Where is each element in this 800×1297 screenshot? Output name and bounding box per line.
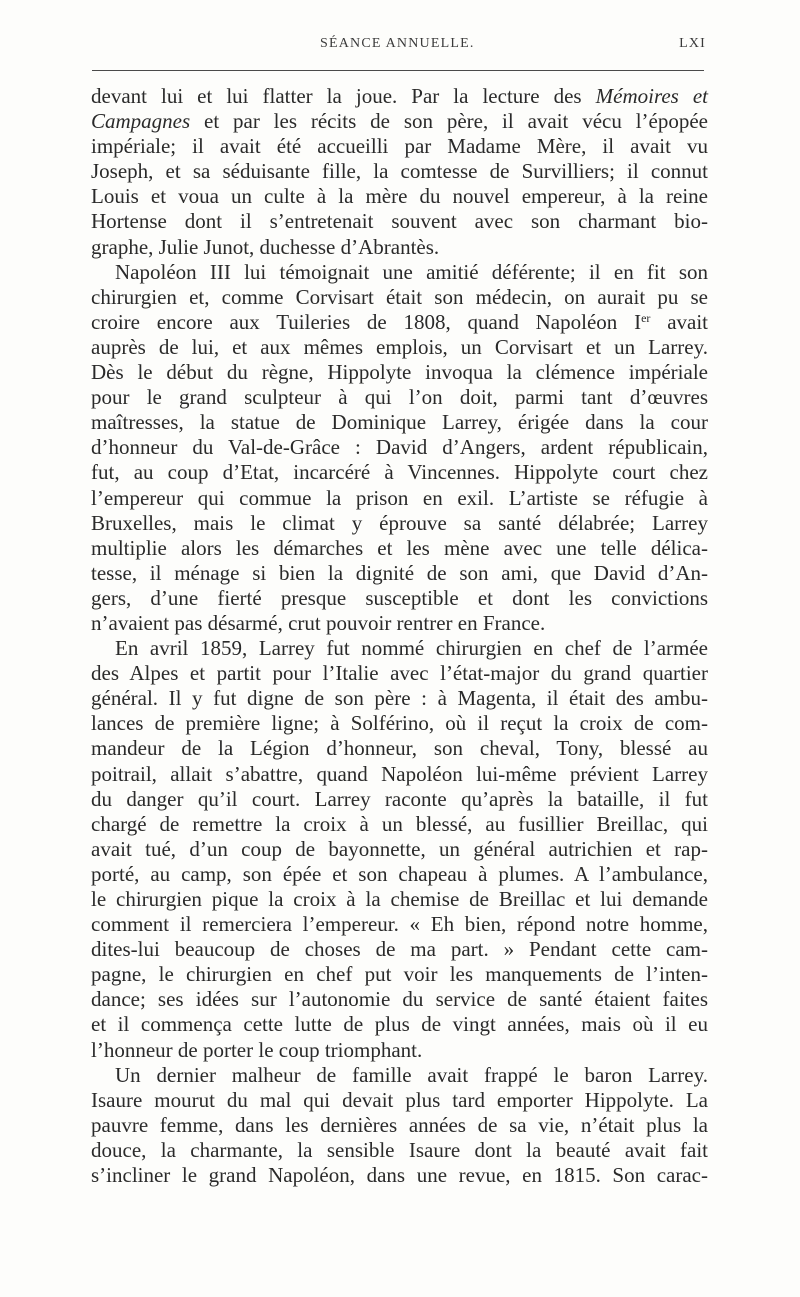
text-line: chirurgien et, comme Corvisart était son médecin, on aurait pu se: [91, 284, 708, 309]
text-line: Joseph, et sa séduisante fille, la comtesse de Survilliers; il connut: [91, 159, 708, 184]
text-line: Dès le début du règne, Hippolyte invoqua la clémence impériale: [91, 360, 708, 385]
text-line: lances de première ligne; à Solférino, où il reçut la croix de com-: [91, 711, 708, 736]
paragraph-4: [91, 1063, 708, 1188]
running-title: SÉANCE ANNUELLE.: [320, 36, 475, 51]
text-line: général. Il y fut digne de son père : à Magenta, il était des ambu-: [91, 686, 708, 711]
text-line: dance; ses idées sur l’autonomie du service de santé étaient faites: [91, 987, 708, 1012]
text-line: Bruxelles, mais le climat y éprouve sa santé délabrée; Larrey: [91, 510, 708, 535]
text-line: En avril 1859, Larrey fut nommé chirurgien en chef de l’armée: [115, 636, 708, 661]
text-line: [91, 310, 708, 335]
text-line: poitrail, allait s’abattre, quand Napoléon lui-même prévient Larrey: [91, 761, 708, 786]
text-line: porté, au camp, son épée et son chapeau à plumes. A l’ambulance,: [91, 861, 708, 886]
text-line: graphe, Julie Junot, duchesse d’Abrantès.: [91, 234, 440, 259]
text-line: d’honneur du Val-de-Grâce : David d’Angers, ardent républicain,: [91, 435, 708, 460]
text-line: et il commença cette lutte de plus de vingt années, mais où il eu: [91, 1012, 708, 1037]
superscript: er: [641, 310, 651, 325]
text-line: le chirurgien pique la croix à la chemise de Breillac et lui demande: [91, 887, 708, 911]
text-span: et par les récits de son père, il avait vécu l’épopée: [190, 109, 708, 134]
text-line: pauvre femme, dans les dernières années de sa vie, n’était plus la: [91, 1112, 708, 1137]
running-head: [90, 36, 706, 56]
paragraph-3: [91, 636, 708, 1063]
text-line: [91, 109, 708, 134]
text-line: s’incliner le grand Napoléon, dans une revue, en 1815. Son carac-: [91, 1163, 708, 1188]
text-line: chargé de remettre la croix à un blessé, au fusillier Breillac, qui: [91, 811, 708, 836]
text-line: Hortense dont il s’entretenait souvent avec son charmant bio-: [91, 209, 708, 234]
text-line: auprès de lui, et aux mêmes emplois, un Corvisart et un Larrey.: [91, 334, 708, 359]
text-line: Isaure mourut du mal qui devait plus tard emporter Hippolyte. La: [91, 1087, 708, 1112]
text-line: pagne, le chirurgien en chef put voir les manquements de l’inten-: [91, 962, 708, 987]
text-span: avait: [650, 309, 709, 334]
text-line: fut, au coup d’Etat, incarcéré à Vincennes. Hippolyte court chez: [91, 460, 708, 485]
text-line: [91, 84, 708, 109]
text-line: dites-lui beaucoup de choses de ma part. » Pendant cette cam-: [91, 937, 708, 962]
text-line: avait tué, d’un coup de bayonnette, un général autrichien et rap-: [91, 836, 708, 861]
text-line: comment il remerciera l’empereur. « Eh bien, répond notre homme,: [91, 912, 708, 937]
text-line: maîtresses, la statue de Dominique Larrey, érigée dans la cour: [91, 410, 708, 435]
text-line: tesse, il ménage si bien la dignité de son ami, que David d’An-: [91, 560, 708, 585]
text-line: douce, la charmante, la sensible Isaure dont la beauté avait fait: [91, 1137, 708, 1162]
text-line: du danger qu’il court. Larrey raconte qu’après la bataille, il fut: [91, 786, 708, 811]
body-text: [91, 84, 708, 1188]
text-line: l’empereur qui commue la prison en exil. L’artiste se réfugie à: [91, 485, 708, 510]
text-line: des Alpes et partit pour l’Italie avec l’état-major du grand quartier: [91, 661, 708, 686]
paragraph-2: [91, 260, 708, 636]
paragraph-1: [91, 84, 708, 260]
text-span: devant lui et lui flatter la joue. Par la lecture des: [91, 84, 596, 108]
text-span: croire encore aux Tuileries de 1808, quand Napoléon I: [91, 309, 642, 334]
text-line: l’honneur de porter le coup triomphant.: [91, 1037, 423, 1062]
text-line: Louis et voua un culte à la mère du nouvel empereur, à la reine: [91, 184, 708, 209]
text-line: mandeur de la Légion d’honneur, son cheval, Tony, blessé au: [91, 736, 708, 761]
text-line: Napoléon III lui témoignait une amitié déférente; il en fit son: [115, 259, 708, 284]
page-number: LXI: [679, 36, 706, 51]
text-line: n’avaient pas désarmé, crut pouvoir rentrer en France.: [91, 610, 546, 635]
text-line: impériale; il avait été accueilli par Madame Mère, il avait vu: [91, 134, 708, 159]
italic-title: Campagnes: [91, 109, 191, 134]
text-line: gers, d’une fierté presque susceptible et dont les convictions: [91, 585, 708, 610]
text-line: multiplie alors les démarches et les mène avec une telle délica-: [91, 535, 708, 560]
text-line: Un dernier malheur de famille avait frappé le baron Larrey.: [115, 1062, 708, 1087]
italic-title: Mémoires et: [595, 84, 708, 108]
text-line: pour le grand sculpteur à qui l’on doit, parmi tant d’œuvres: [91, 385, 708, 410]
header-rule: [92, 70, 704, 71]
